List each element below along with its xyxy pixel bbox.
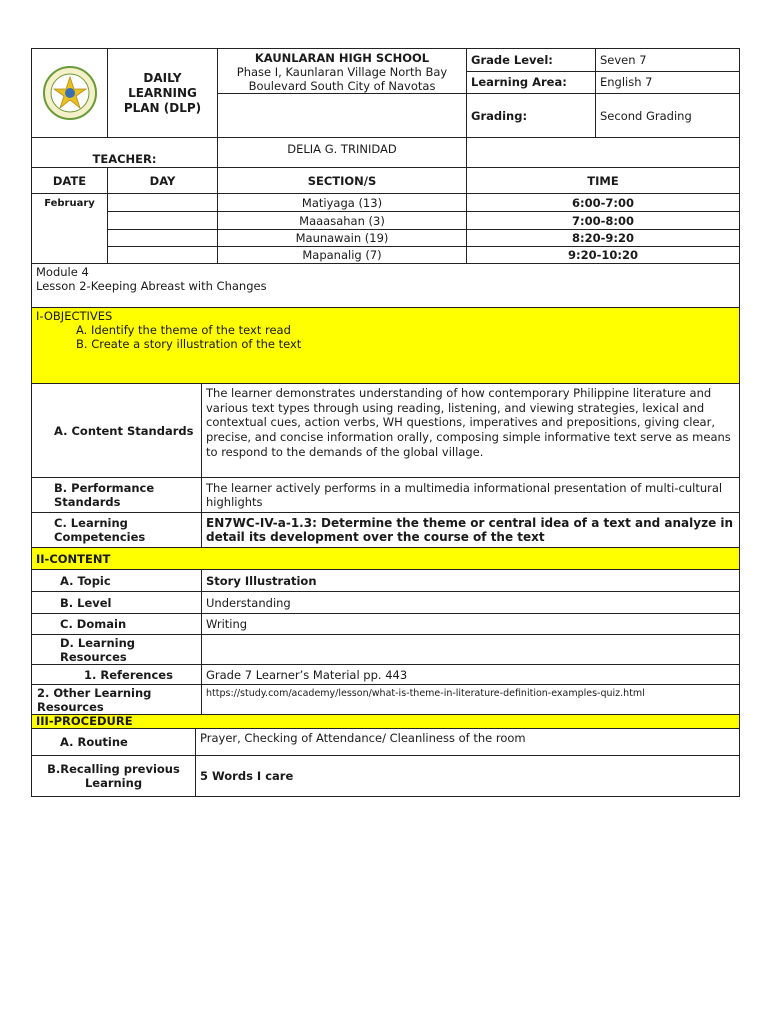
plan-title: DAILY LEARNING PLAN (DLP) [108,49,218,138]
day-cell [108,247,218,264]
school-info [218,49,467,94]
date-value: February [32,194,108,264]
section-row: Maunawain (19) [218,230,467,247]
content-table [31,547,740,729]
time-header: TIME [467,168,740,194]
references-label: 1. References [32,665,202,685]
lesson-table [31,263,740,548]
time-row: 9:20-10:20 [467,247,740,264]
school-name: KAUNLARAN HIGH SCHOOL [254,51,430,65]
content-standards-label: A. Content Standards [32,384,202,478]
module-cell [32,264,740,308]
grade-level-label: Grade Level: [467,49,596,72]
school-seal-icon [42,65,98,121]
school-address: Phase I, Kaunlaran Village North Bay Boulevard South City of Navotas [236,65,448,93]
lesson-title: Lesson 2-Keeping Abreast with Changes [36,279,267,293]
routine-label: A. Routine [32,729,196,756]
other-resources-label: 2. Other Learning Resources [32,685,202,715]
domain-label: C. Domain [32,614,202,635]
learning-competencies-text: EN7WC-IV-a-1.3: Determine the theme or central idea of a text and analyze in detail its development over the course of the text [202,513,740,548]
section-row: Mapanalig (7) [218,247,467,264]
daily-learning-plan [31,48,739,797]
objectives-title: I-OBJECTIVES [36,309,113,323]
section-row: Maaasahan (3) [218,212,467,230]
section-header: SECTION/S [218,168,467,194]
procedure-table [31,728,740,797]
day-cell [108,230,218,247]
level-label: B. Level [32,592,202,614]
domain-value: Writing [202,614,740,635]
level-value: Understanding [202,592,740,614]
module-number: Module 4 [36,265,89,279]
day-header: DAY [108,168,218,194]
date-header: DATE [32,168,108,194]
header-table [31,48,740,168]
time-row: 7:00-8:00 [467,212,740,230]
learning-resources-label [32,635,202,665]
content-standards-text: The learner demonstrates understanding of how contemporary Philippine literature and various text types through using reading, listening, and viewing strategies, lexical and contextual cues, action verbs, WH questions, imperatives and prepositions, giving clear, precise, and concise information orally, composing simple informative text serve as means to respond to the demands of the global village. [202,384,740,478]
learning-resources-value [202,635,740,665]
grading-value: Second Grading [596,94,740,138]
routine-value: Prayer, Checking of Attendance/ Cleanliness of the room [196,729,740,756]
recall-value: 5 Words I care [196,756,740,797]
learning-competencies-label: C. Learning Competencies [32,513,202,548]
topic-value: Story Illustration [202,570,740,592]
procedure-title: III-PROCEDURE [32,715,740,729]
day-cell [108,212,218,230]
topic-label: A. Topic [32,570,202,592]
time-row: 6:00-7:00 [467,194,740,212]
performance-standards-label: B. Performance Standards [32,478,202,513]
objective-item: B. Create a story illustration of the text [76,337,302,351]
teacher-label: TEACHER: [32,138,218,168]
recall-label: B.Recalling previous Learning [32,756,196,797]
day-cell [108,194,218,212]
time-row: 8:20-9:20 [467,230,740,247]
objective-item: A. Identify the theme of the text read [76,323,291,337]
learning-resources-text: D. Learning Resources [60,635,136,664]
grading-label: Grading: [467,94,596,138]
schedule-table [31,167,740,264]
learning-area-label: Learning Area: [467,71,596,94]
learning-area-value: English 7 [596,71,740,94]
teacher-name: DELIA G. TRINIDAD [218,138,467,168]
content-title: II-CONTENT [32,548,740,570]
grade-level-value: Seven 7 [596,49,740,72]
other-resources-link[interactable]: https://study.com/academy/lesson/what-is-theme-in-literature-definition-examples-quiz.html [202,685,740,715]
performance-standards-text: The learner actively performs in a multimedia informational presentation of multi-cultural highlights [202,478,740,513]
school-logo-cell [32,49,108,138]
objectives-cell [32,308,740,384]
section-row: Matiyaga (13) [218,194,467,212]
references-value: Grade 7 Learner’s Material pp. 443 [202,665,740,685]
